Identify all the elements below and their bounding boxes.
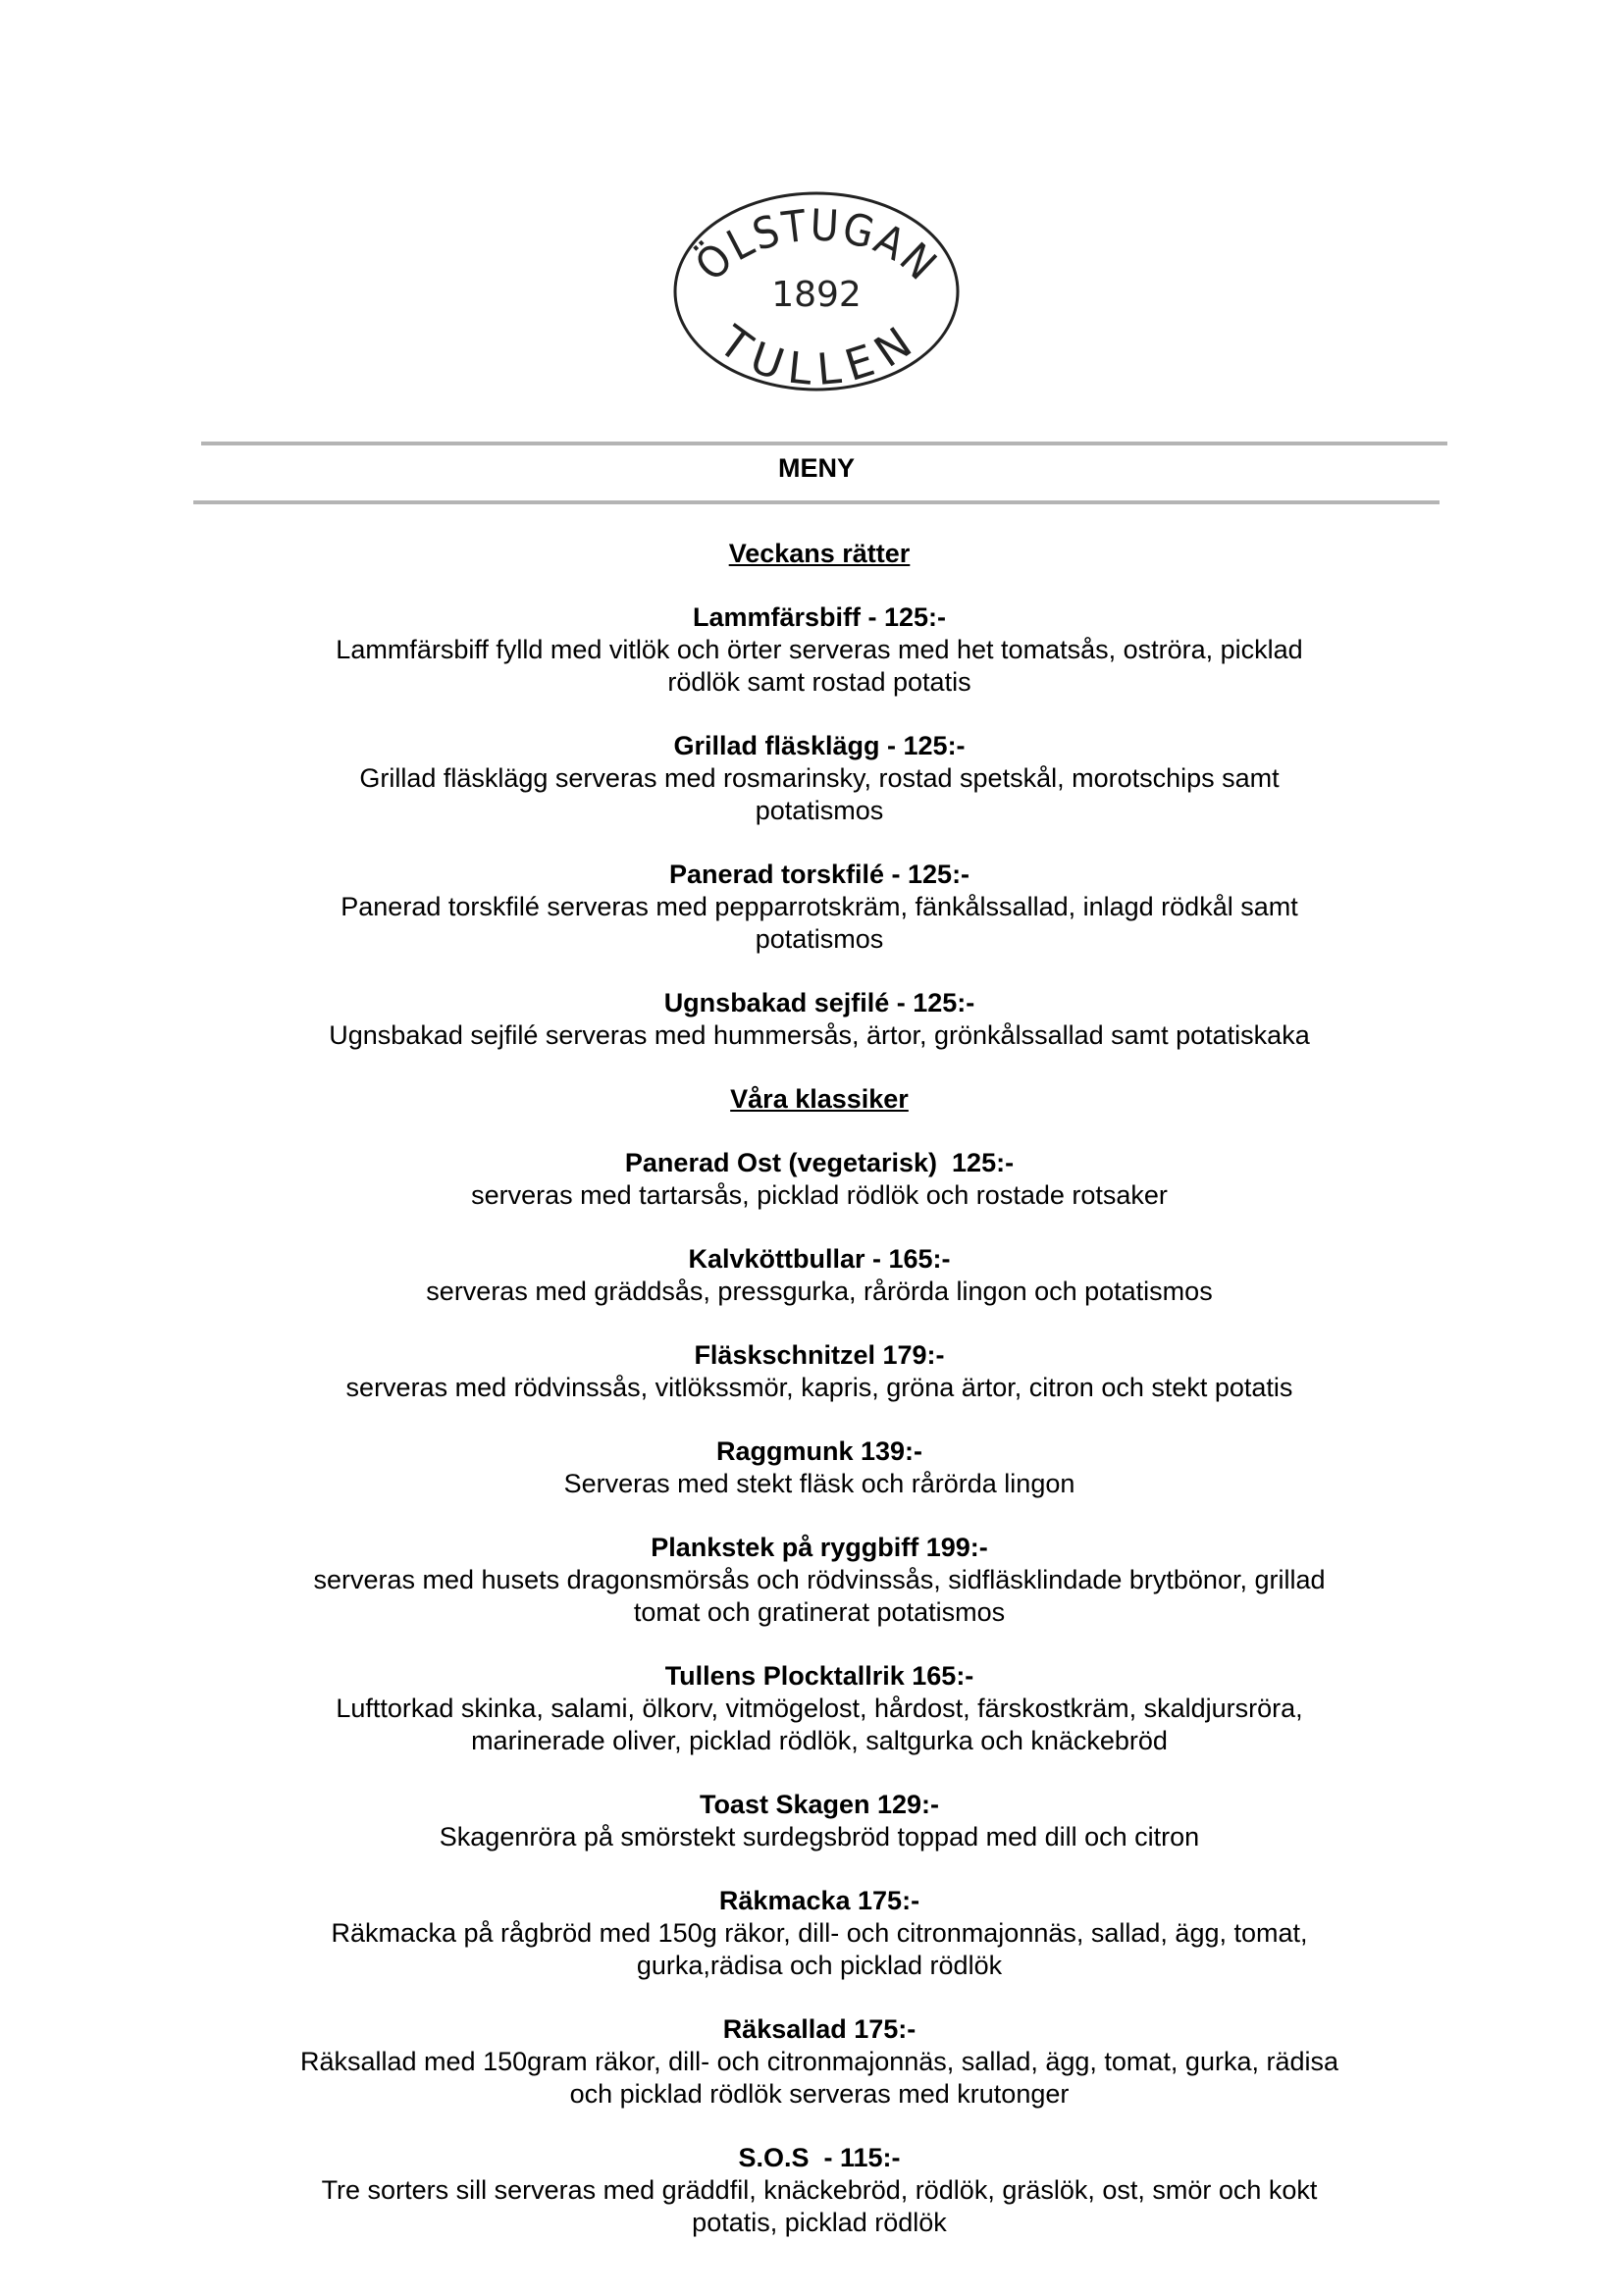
dish-description: rödlök samt rostad potatis xyxy=(667,667,971,697)
logo-year: 1892 xyxy=(771,275,862,315)
dish-description: Skagenröra på smörstekt surdegsbröd toppad med dill och citron xyxy=(439,1822,1200,1852)
dish-name: Panerad Ost (vegetarisk) 125:- xyxy=(624,1148,1015,1177)
dish-name: Tullens Plocktallrik 165:- xyxy=(664,1661,974,1691)
menu-item xyxy=(196,859,1442,956)
dish-name: Ugnsbakad sejfilé - 125:- xyxy=(663,988,975,1017)
dish-description: Panerad torskfilé serveras med pepparrotskräm, fänkålssallad, inlagd rödkål samt xyxy=(341,892,1298,921)
header-rule-bottom xyxy=(193,500,1440,504)
dish-name: Plankstek på ryggbiff 199:- xyxy=(651,1533,988,1562)
dish-description: potatis, picklad rödlök xyxy=(692,2208,947,2237)
dish-description: Lammfärsbiff fylld med vitlök och örter serveras med het tomatsås, oströra, picklad xyxy=(336,635,1303,664)
dish-description: Tre sorters sill serveras med gräddfil, knäckebröd, rödlök, gräslök, ost, smör och kokt xyxy=(321,2175,1318,2205)
dish-name: Räkmacka 175:- xyxy=(718,1886,920,1915)
menu-item xyxy=(196,1435,1442,1500)
section-title: Våra klassiker xyxy=(730,1084,909,1114)
dish-name: Kalvköttbullar - 165:- xyxy=(688,1244,951,1274)
menu-item xyxy=(196,601,1442,699)
menu-item xyxy=(196,987,1442,1052)
dish-name: Lammfärsbiff - 125:- xyxy=(692,602,947,632)
menu-item xyxy=(196,730,1442,827)
dish-name: Fläskschnitzel 179:- xyxy=(694,1340,945,1370)
dish-description: marinerade oliver, picklad rödlök, saltgurka och knäckebröd xyxy=(471,1726,1168,1755)
logo-bottom-text: TULLEN xyxy=(709,316,922,394)
dish-description: Grillad fläsklägg serveras med rosmarinsky, rostad spetskål, morotschips samt xyxy=(359,763,1280,793)
dish-description: Räksallad med 150gram räkor, dill- och citronmajonnäs, sallad, ägg, tomat, gurka, rädisa xyxy=(299,2047,1339,2076)
dish-description: gurka,rädisa och picklad rödlök xyxy=(636,1951,1003,1980)
olstugan-tullen-logo xyxy=(669,188,964,394)
menu-item xyxy=(196,2142,1442,2239)
dish-description: serveras med tartarsås, picklad rödlök och rostade rotsaker xyxy=(471,1180,1168,1210)
menu-item xyxy=(196,1147,1442,1212)
page-title: MENY xyxy=(777,453,855,483)
dish-description: serveras med gräddsås, pressgurka, rårörda lingon och potatismos xyxy=(426,1277,1213,1306)
menu-item xyxy=(196,1885,1442,1982)
header-rule-top xyxy=(201,442,1447,445)
menu-item xyxy=(196,1339,1442,1404)
dish-name: Grillad fläsklägg - 125:- xyxy=(673,731,966,760)
dish-description: och picklad rödlök serveras med krutonger xyxy=(569,2079,1070,2109)
dish-name: Toast Skagen 129:- xyxy=(699,1790,940,1819)
dish-name: Raggmunk 139:- xyxy=(715,1436,923,1466)
section-title: Veckans rätter xyxy=(728,539,911,568)
dish-description: serveras med rödvinssås, vitlökssmör, kapris, gröna ärtor, citron och stekt potatis xyxy=(345,1373,1293,1402)
dish-description: Serveras med stekt fläsk och rårörda lingon xyxy=(563,1469,1075,1498)
dish-description: Ugnsbakad sejfilé serveras med hummersås, ärtor, grönkålssallad samt potatiskaka xyxy=(329,1020,1310,1050)
dish-description: potatismos xyxy=(755,796,884,825)
menu-item xyxy=(196,1243,1442,1308)
dish-description: serveras med husets dragonsmörsås och rödvinssås, sidfläsklindade brytbönor, grillad xyxy=(313,1565,1326,1594)
dish-description: Räkmacka på rågbröd med 150g räkor, dill- och citronmajonnäs, sallad, ägg, tomat, xyxy=(331,1918,1308,1948)
dish-description: tomat och gratinerat potatismos xyxy=(633,1597,1006,1627)
menu-item xyxy=(196,1532,1442,1629)
dish-description: potatismos xyxy=(755,924,884,954)
menu-item xyxy=(196,2013,1442,2111)
logo-top-text: ÖLSTUGAN xyxy=(686,200,947,291)
dish-description: Lufttorkad skinka, salami, ölkorv, vitmögelost, hårdost, färskostkräm, skaldjursröra, xyxy=(336,1694,1303,1723)
menu-list xyxy=(196,538,1442,2270)
dish-name: S.O.S - 115:- xyxy=(738,2143,901,2172)
dish-name: Panerad torskfilé - 125:- xyxy=(668,860,970,889)
svg-text:TULLEN xyxy=(708,316,922,394)
menu-item xyxy=(196,1789,1442,1853)
menu-item xyxy=(196,1660,1442,1757)
dish-name: Räksallad 175:- xyxy=(722,2014,917,2044)
